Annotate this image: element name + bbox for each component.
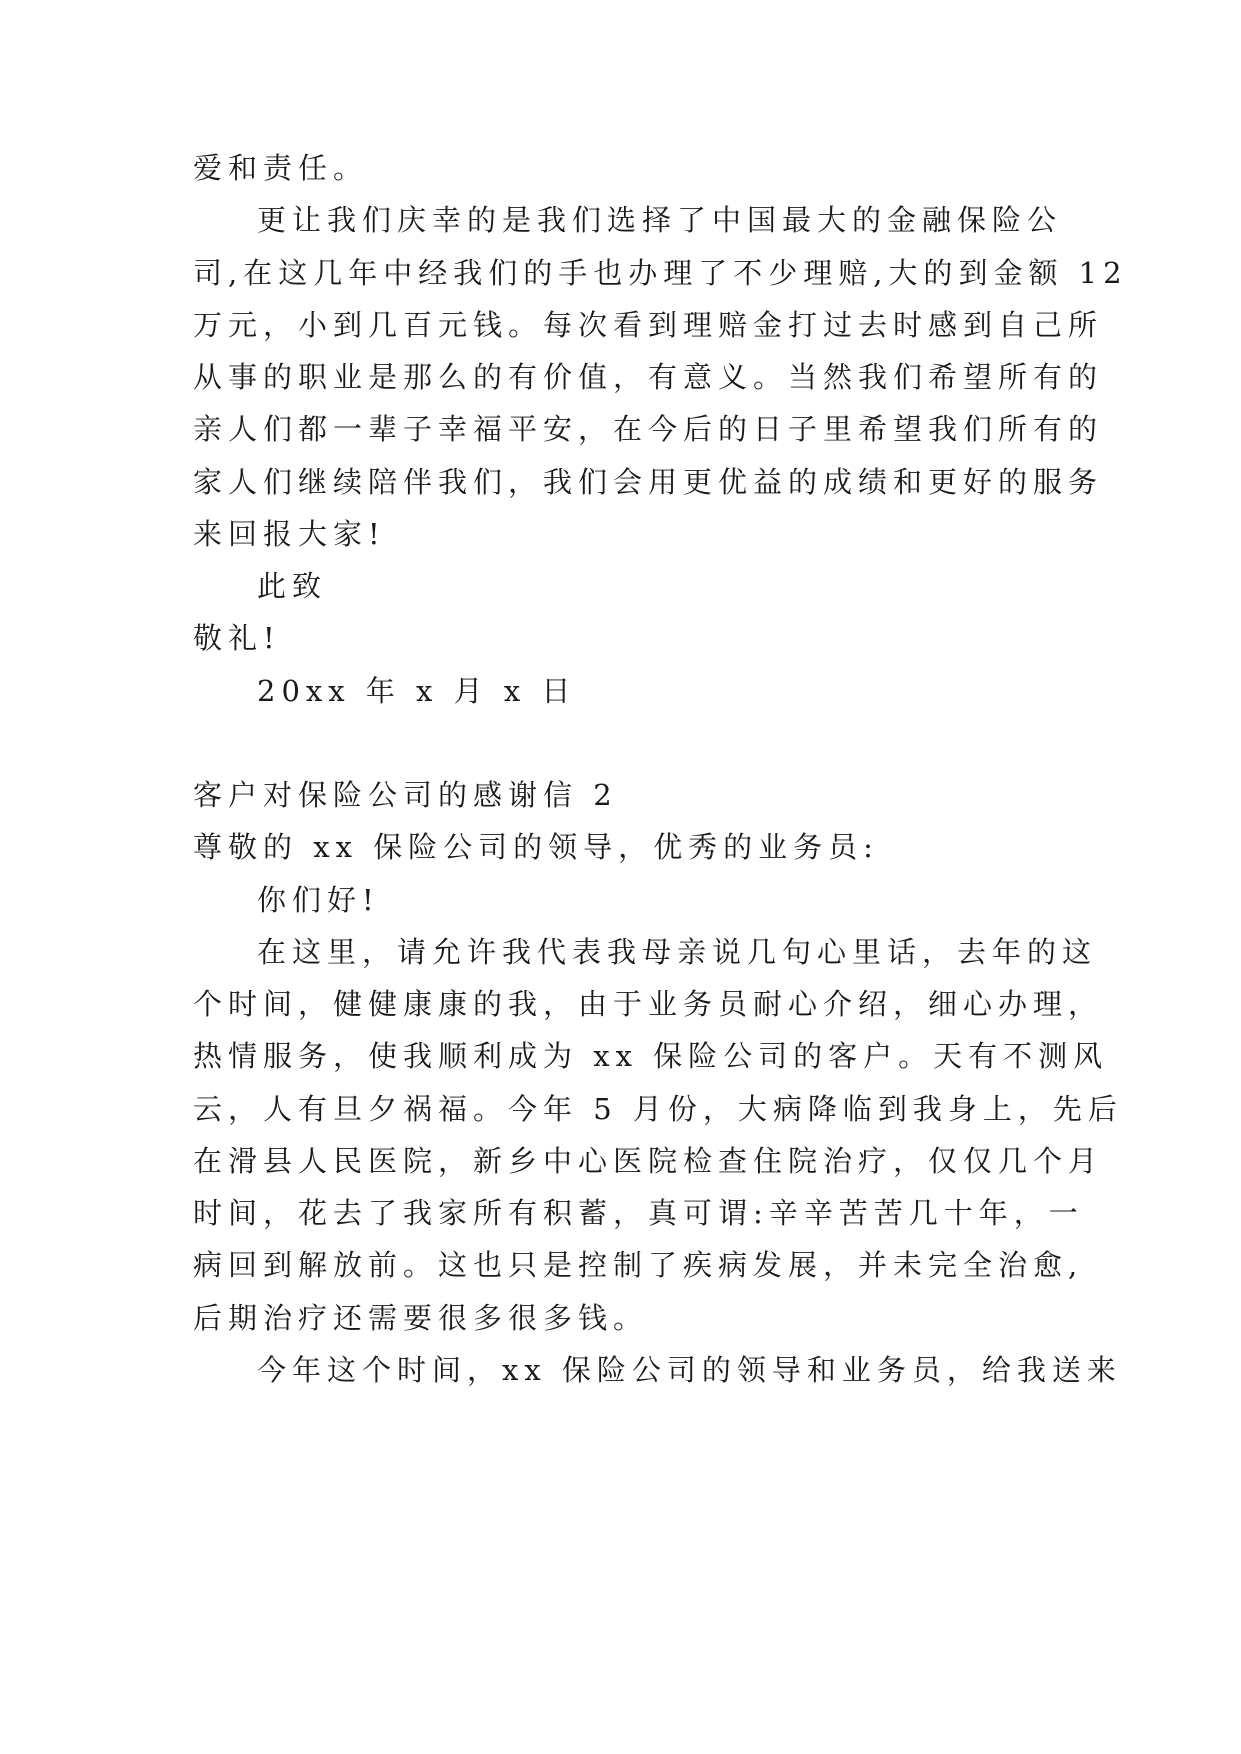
text-line: 热情服务，使我顺利成为 xx 保险公司的客户。天有不测风 [193, 1039, 1109, 1073]
text-line: 万元，小到几百元钱。每次看到理赔金打过去时感到自己所 [193, 308, 1104, 342]
text-line: 亲人们都一辈子幸福平安，在今后的日子里希望我们所有的 [193, 412, 1104, 446]
closing-text: 此致 [257, 569, 328, 603]
text-line: 个时间，健健康康的我，由于业务员耐心介绍，细心办理， [193, 987, 1104, 1021]
letter-date: 20xx 年 x 月 x 日 [257, 674, 577, 708]
salutation: 尊敬的 xx 保险公司的领导，优秀的业务员: [193, 830, 879, 864]
text-line: 从事的职业是那么的有价值，有意义。当然我们希望所有的 [193, 360, 1104, 394]
text-line: 后期治疗还需要很多很多钱。 [193, 1301, 649, 1335]
text-line: 在这里，请允许我代表我母亲说几句心里话，去年的这 [257, 935, 1098, 969]
text-line: 在滑县人民医院，新乡中心医院检查住院治疗，仅仅几个月 [193, 1144, 1104, 1178]
salute-text: 敬礼! [193, 621, 281, 655]
text-line: 更让我们庆幸的是我们选择了中国最大的金融保险公 [257, 203, 1063, 237]
text-line: 病回到解放前。这也只是控制了疾病发展，并未完全治愈, [193, 1248, 1084, 1282]
letter-title: 客户对保险公司的感谢信 2 [193, 778, 618, 812]
text-line: 爱和责任。 [193, 151, 369, 185]
text-line: 家人们继续陪伴我们，我们会用更优益的成绩和更好的服务 [193, 465, 1104, 499]
greeting: 你们好! [257, 883, 380, 917]
text-line: 云，人有旦夕祸福。今年 5 月份，大病降临到我身上，先后 [193, 1092, 1123, 1126]
text-line: 今年这个时间，xx 保险公司的领导和业务员，给我送来 [257, 1353, 1122, 1387]
text-line: 来回报大家! [193, 517, 386, 551]
text-line: 时间，花去了我家所有积蓄，真可谓:辛辛苦苦几十年，一 [193, 1196, 1084, 1230]
text-line: 司,在这几年中经我们的手也办理了不少理赔,大的到金额 12 [193, 256, 1128, 290]
